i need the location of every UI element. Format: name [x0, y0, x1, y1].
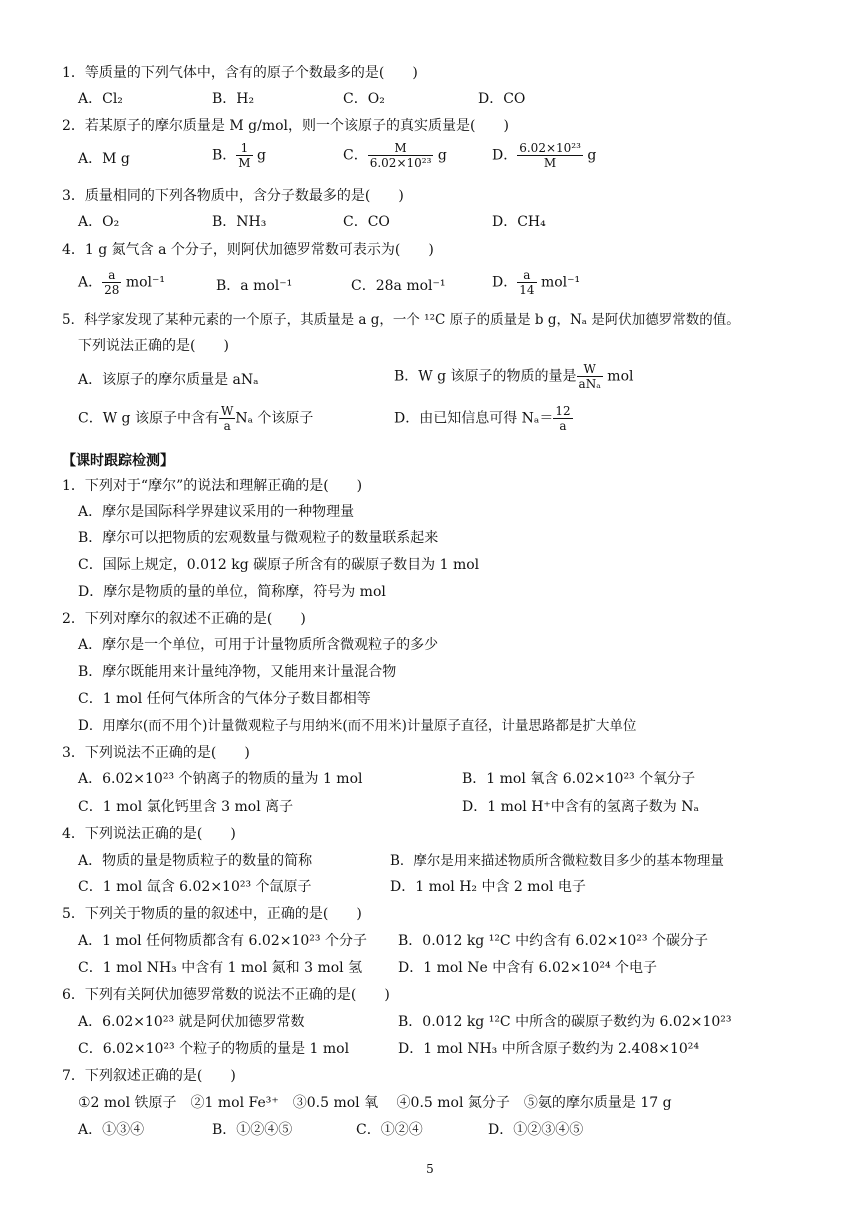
- p5-option-b: B．0.012 kg ¹²C 中约含有 6.02×10²³ 个碳分子: [398, 933, 708, 949]
- p2-option-c: C．1 mol 任何气体所含的气体分子数目都相等: [78, 691, 371, 707]
- q4-option-d: [492, 268, 580, 297]
- p1-option-a: A．摩尔是国际科学界建议采用的一种物理量: [78, 504, 355, 520]
- q1-option-b: B．H₂: [212, 91, 255, 107]
- p3-option-a: A．6.02×10²³ 个钠离子的物质的量为 1 mol: [78, 771, 363, 787]
- q1-option-c: C．O₂: [343, 91, 385, 107]
- fraction-numerator: W: [577, 362, 603, 377]
- q2-stem: 2．若某原子的摩尔质量是 M g/mol，则一个该原子的真实质量是( ): [62, 118, 509, 134]
- q4-stem: 4．1 g 氮气含 a 个分子，则阿伏加德罗常数可表示为( ): [62, 242, 434, 258]
- fraction-denominator: aNₐ: [578, 377, 601, 391]
- p3-option-b: B．1 mol 氧含 6.02×10²³ 个氧分子: [462, 771, 696, 787]
- q2-option-b-unit: g: [252, 147, 267, 164]
- fraction-denominator: 28: [104, 283, 120, 297]
- fraction-numerator: 1: [236, 141, 252, 156]
- p4-option-d: D．1 mol H₂ 中含 2 mol 电子: [390, 879, 586, 895]
- q4-option-d-unit: mol⁻¹: [536, 274, 581, 291]
- p7-option-a: A．①③④: [78, 1122, 145, 1138]
- q4-option-d-fraction: [517, 268, 536, 297]
- q1-option-a: A．Cl₂: [78, 91, 123, 107]
- q2-option-d-fraction: [517, 141, 583, 170]
- fraction-numerator: a: [517, 268, 536, 283]
- fraction-denominator: M: [543, 156, 557, 170]
- q5-option-c-suffix: Nₐ 个该原子: [235, 410, 314, 427]
- q2-option-c: [343, 141, 447, 170]
- q5-option-d: [394, 404, 573, 433]
- q3-option-d: D．CH₄: [492, 214, 546, 230]
- q2-option-d: [492, 141, 596, 170]
- p2-stem: 2．下列对摩尔的叙述不正确的是( ): [62, 611, 306, 627]
- q2-option-c-fraction: [368, 141, 434, 170]
- p1-option-c: C．国际上规定，0.012 kg 碳原子所含有的碳原子数目为 1 mol: [78, 557, 480, 573]
- p7-stem: 7．下列叙述正确的是( ): [62, 1068, 236, 1084]
- p7-option-c: C．①②④: [356, 1122, 423, 1138]
- p3-option-d: D．1 mol H⁺中含有的氢离子数为 Nₐ: [462, 799, 699, 815]
- q5-stem-1: 5．科学家发现了某种元素的一个原子，其质量是 a g，一个 ¹²C 原子的质量是 b g，Nₐ 是阿伏加德罗常数的值。: [62, 312, 740, 328]
- p4-option-c: C．1 mol 氙含 6.02×10²³ 个氙原子: [78, 879, 312, 895]
- q4-option-a-unit: mol⁻¹: [121, 274, 166, 291]
- p6-stem: 6．下列有关阿伏加德罗常数的说法不正确的是( ): [62, 987, 390, 1003]
- p4-stem: 4．下列说法正确的是( ): [62, 826, 236, 842]
- p6-option-a: A．6.02×10²³ 就是阿伏加德罗常数: [78, 1014, 305, 1030]
- p1-option-b: B．摩尔可以把物质的宏观数量与微观粒子的数量联系起来: [78, 530, 439, 546]
- q2-option-c-label: C．: [343, 147, 368, 164]
- q4-option-c: C．28a mol⁻¹: [351, 278, 446, 294]
- p6-option-c: C．6.02×10²³ 个粒子的物质的量是 1 mol: [78, 1041, 350, 1057]
- q3-option-a: A．O₂: [78, 214, 120, 230]
- p3-stem: 3．下列说法不正确的是( ): [62, 745, 250, 761]
- q5-option-b-unit: mol: [602, 368, 634, 385]
- p5-stem: 5．下列关于物质的量的叙述中，正确的是( ): [62, 906, 362, 922]
- p1-stem: 1．下列对于“摩尔”的说法和理解正确的是( ): [62, 478, 363, 494]
- q2-option-b-fraction: [236, 141, 252, 170]
- p2-option-d: D．用摩尔(而不用个)计量微观粒子与用纳米(而不用米)计量原子直径，计量思路都是扩大单位: [78, 718, 637, 734]
- fraction-denominator: a: [223, 419, 231, 433]
- q2-option-d-unit: g: [582, 147, 597, 164]
- q1-stem: 1．等质量的下列气体中，含有的原子个数最多的是( ): [62, 65, 418, 81]
- p4-option-a: A．物质的量是物质粒子的数量的简称: [78, 853, 313, 869]
- fraction-numerator: W: [220, 404, 234, 418]
- p3-option-c: C．1 mol 氯化钙里含 3 mol 离子: [78, 799, 294, 815]
- fraction-denominator: 14: [519, 283, 535, 297]
- q4-option-b: B．a mol⁻¹: [216, 278, 293, 294]
- q4-option-d-label: D．: [492, 274, 518, 291]
- q5-stem-2: 下列说法正确的是( ): [78, 338, 229, 354]
- q4-option-a: [78, 268, 165, 297]
- q3-stem: 3．质量相同的下列各物质中，含分子数最多的是( ): [62, 188, 404, 204]
- fraction-denominator: M: [238, 156, 251, 170]
- q5-option-c-label: C．W g 该原子中含有: [78, 410, 219, 427]
- p5-option-c: C．1 mol NH₃ 中含有 1 mol 氮和 3 mol 氢: [78, 960, 363, 976]
- fraction-numerator: 12: [555, 404, 571, 418]
- p2-option-b: B．摩尔既能用来计量纯净物，又能用来计量混合物: [78, 664, 397, 680]
- q3-option-c: C．CO: [343, 214, 390, 230]
- p7-option-b: B．①②④⑤: [212, 1122, 293, 1138]
- q5-option-b-fraction: [577, 362, 603, 391]
- q5-option-b-label: B．W g 该原子的物质的量是: [394, 368, 577, 385]
- section-title: 【课时跟踪检测】: [62, 453, 174, 469]
- q5-option-b: [394, 362, 633, 391]
- q5-option-c: [78, 404, 313, 433]
- q2-option-d-label: D．: [492, 147, 518, 164]
- q2-option-b-label: B．: [212, 147, 237, 164]
- q5-option-d-label: D．由已知信息可得 Nₐ＝: [394, 410, 554, 427]
- fraction-numerator: 6.02×10²³: [519, 141, 581, 155]
- fraction-denominator: 6.02×10²³: [369, 156, 432, 170]
- fraction-denominator: a: [559, 419, 567, 433]
- q4-option-a-fraction: [102, 268, 121, 297]
- p1-option-d: D．摩尔是物质的量的单位，简称摩，符号为 mol: [78, 584, 386, 600]
- q2-option-a: A．M g: [78, 151, 130, 167]
- p2-option-a: A．摩尔是一个单位，可用于计量物质所含微观粒子的多少: [78, 637, 439, 653]
- p6-option-b: B．0.012 kg ¹²C 中所含的碳原子数约为 6.02×10²³: [398, 1014, 732, 1030]
- p7-items: ①2 mol 铁原子 ②1 mol Fe³⁺ ③0.5 mol 氧 ④0.5 mol 氮分子 ⑤氨的摩尔质量是 17 g: [78, 1095, 672, 1111]
- p5-option-d: D．1 mol Ne 中含有 6.02×10²⁴ 个电子: [398, 960, 658, 976]
- q3-option-b: B．NH₃: [212, 214, 267, 230]
- q5-option-d-fraction: [553, 404, 572, 433]
- q2-option-c-unit: g: [433, 147, 447, 164]
- fraction-numerator: M: [368, 141, 434, 156]
- q5-option-a: A．该原子的摩尔质量是 aNₐ: [78, 372, 259, 388]
- p7-option-d: D．①②③④⑤: [488, 1122, 584, 1138]
- q1-option-d: D．CO: [478, 91, 526, 107]
- p5-option-a: A．1 mol 任何物质都含有 6.02×10²³ 个分子: [78, 933, 367, 949]
- q2-option-b: [212, 141, 266, 170]
- page-number: 5: [426, 1162, 434, 1176]
- q4-option-a-label: A．: [78, 274, 103, 291]
- q5-option-c-fraction: [219, 404, 235, 433]
- fraction-numerator: a: [102, 268, 121, 283]
- p4-option-b: B．摩尔是用来描述物质所含微粒数目多少的基本物理量: [390, 853, 724, 869]
- p6-option-d: D．1 mol NH₃ 中所含原子数约为 2.408×10²⁴: [398, 1041, 700, 1057]
